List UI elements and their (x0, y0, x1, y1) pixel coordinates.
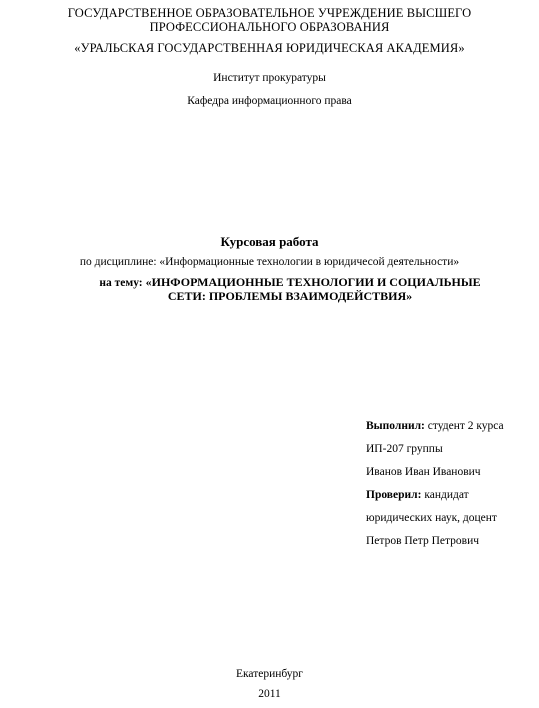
group-line: ИП-207 группы (366, 443, 443, 455)
topic-block (60, 276, 520, 290)
checker-name: Петров Петр Петрович (366, 535, 480, 547)
topic-line-2-wrap (60, 290, 520, 304)
topic-prefix: на тему: (99, 277, 143, 289)
institute-name: Институт прокуратуры (213, 72, 326, 84)
discipline-line: по дисциплине: «Информационные технологии в юридичесой деятельности» (79, 256, 460, 268)
work-type: Курсовая работа (220, 234, 319, 249)
performed-value: студент 2 курса (424, 420, 504, 432)
topic-line-1: «ИНФОРМАЦИОННЫЕ ТЕХНОЛОГИИ И СОЦИАЛЬНЫЕ (142, 275, 481, 289)
header-line-1: ГОСУДАРСТВЕННОЕ ОБРАЗОВАТЕЛЬНОЕ УЧРЕЖДЕНИЕ ВЫСШЕГО (67, 6, 472, 20)
performed-line (366, 420, 504, 432)
performed-label: Выполнил: (366, 420, 425, 432)
header-line-2: ПРОФЕССИОНАЛЬНОГО ОБРАЗОВАНИЯ (149, 20, 390, 34)
student-name: Иванов Иван Иванович (366, 466, 481, 478)
checked-line (366, 489, 469, 501)
header-line-3: «УРАЛЬСКАЯ ГОСУДАРСТВЕННАЯ ЮРИДИЧЕСКАЯ АКАДЕМИЯ» (74, 41, 465, 55)
footer-city: Екатеринбург (235, 668, 304, 680)
checked-label: Проверил: (366, 489, 422, 501)
department-name: Кафедра информационного права (187, 95, 352, 107)
topic-line-2: СЕТИ: ПРОБЛЕМЫ ВЗАИМОДЕЙСТВИЯ» (167, 289, 413, 303)
checked-value: кандидат (421, 489, 469, 501)
footer-year: 2011 (258, 688, 281, 700)
checker-degree: юридических наук, доцент (366, 512, 497, 524)
